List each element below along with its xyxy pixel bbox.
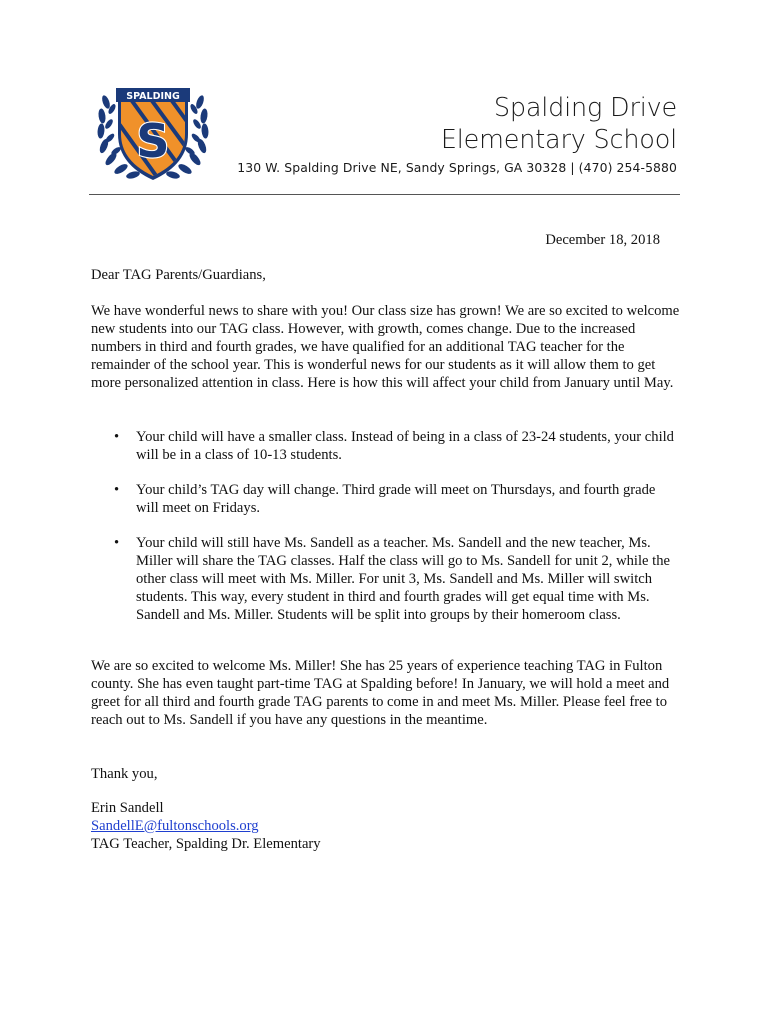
salutation: Dear TAG Parents/Guardians,: [91, 267, 266, 283]
changes-list: [91, 428, 681, 641]
school-name: [441, 92, 677, 156]
list-item: [91, 534, 681, 624]
school-address: 130 W. Spalding Drive NE, Sandy Springs, GA 30328 | (470) 254-5880: [237, 160, 677, 175]
signer-title: TAG Teacher, Spalding Dr. Elementary: [91, 836, 321, 852]
logo-banner-text: SPALDING: [126, 91, 180, 102]
school-name-line1: Spalding Drive: [493, 93, 677, 123]
school-crest-logo: [92, 74, 214, 186]
school-name-line2: Elementary School: [440, 125, 677, 155]
bullet-icon: •: [114, 535, 120, 551]
header-divider: [89, 194, 680, 195]
paragraph-intro: We have wonderful news to share with you! Our class size has grown! We are so excited to welcome new students into our TAG class. However, with growth, comes change. Due to the increased numbers in third and fourth grades, we have qualified for an additional TAG teacher for the remainder of the school year. This is wonderful news for our students as it will allow them to get more personalized attention in class. Here is how this will affect your child from January until May.: [91, 303, 680, 391]
list-item: [91, 481, 681, 517]
list-item: [91, 428, 681, 464]
signature-block: [91, 799, 681, 853]
signer-email-link[interactable]: SandellE@fultonschools.org: [91, 818, 259, 834]
list-item-text: Your child will still have Ms. Sandell as a teacher. Ms. Sandell and the new teacher, Ms. Miller will share the TAG classes. Half the class will go to Ms. Sandell for unit 2, while the other class will meet with Ms. Miller. For unit 3, Ms. Sandell and Ms. Miller will switch students. This way, every student in third and fourth grades will get equal time with Ms. Sandell and Ms. Miller. Students will be split into groups by their homeroom class.: [136, 535, 670, 623]
letter-date: December 18, 2018: [545, 232, 660, 248]
signer-name: Erin Sandell: [91, 800, 164, 816]
closing: Thank you,: [91, 766, 158, 782]
bullet-icon: •: [114, 482, 120, 498]
paragraph-welcome: We are so excited to welcome Ms. Miller! She has 25 years of experience teaching TAG in Fulton county. She has even taught part-time TAG at Spalding before! In January, we will hold a meet and greet for all third and fourth grade TAG parents to come in and meet Ms. Miller. Please feel free to reach out to Ms. Sandell if you have any questions in the meantime.: [91, 658, 670, 728]
list-item-text: Your child will have a smaller class. Instead of being in a class of 23-24 students, your child will be in a class of 10-13 students.: [136, 429, 674, 463]
bullet-icon: •: [114, 429, 120, 445]
logo-letter: S: [136, 114, 170, 168]
list-item-text: Your child’s TAG day will change. Third grade will meet on Thursdays, and fourth grade will meet on Fridays.: [136, 482, 656, 516]
